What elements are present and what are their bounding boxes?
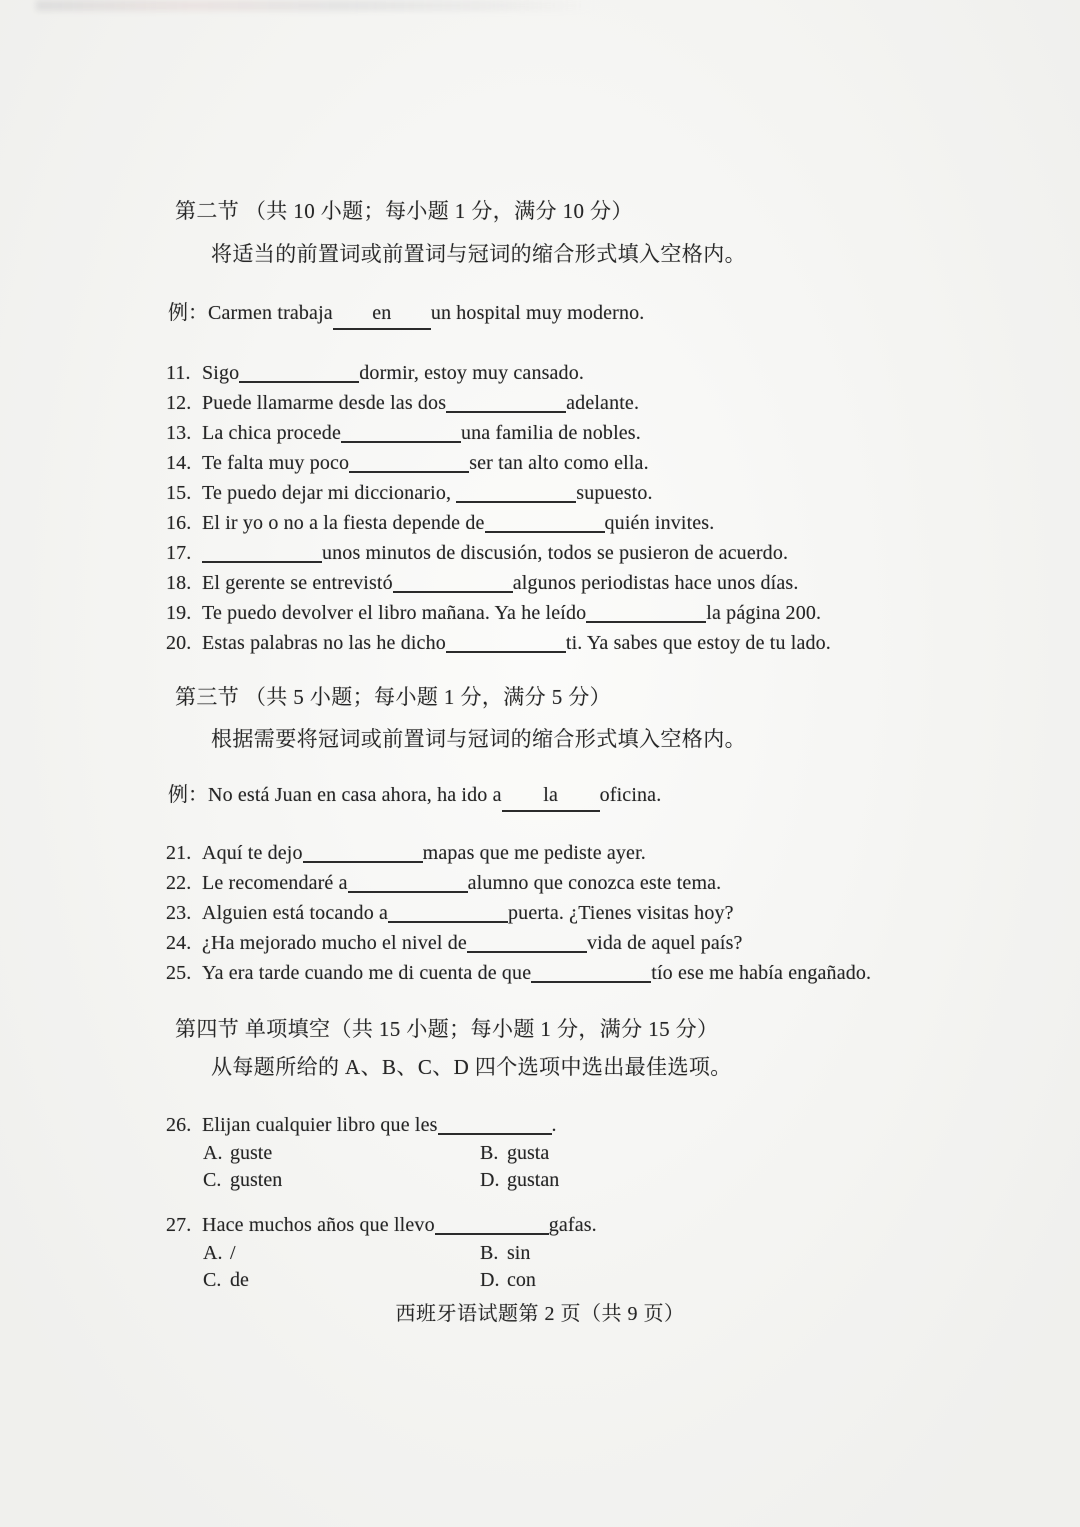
- blank-underline: [435, 1219, 549, 1235]
- blank-underline: [239, 367, 359, 383]
- option-label-b: B.: [480, 1142, 499, 1164]
- question-post-text: supuesto.: [576, 482, 653, 504]
- question-pre-text: Puede llamarme desde las dos: [202, 392, 447, 414]
- question-number: 19.: [166, 602, 192, 624]
- option-text-a: /: [230, 1242, 236, 1264]
- options-row: [166, 1267, 597, 1294]
- question-pre-text: El gerente se entrevistó: [202, 572, 393, 594]
- option-text-a: guste: [230, 1142, 273, 1164]
- question-line-11: [166, 358, 831, 388]
- section3-example: [168, 780, 661, 810]
- question-26: [166, 1110, 559, 1194]
- question-pre-text: Sigo: [202, 362, 240, 384]
- question-line-24: [166, 928, 871, 958]
- example-pre-text: No está Juan en casa ahora, ha ido a: [208, 784, 502, 806]
- question-line-22: [166, 868, 871, 898]
- example-answer: en: [372, 302, 392, 324]
- section3-heading: 第三节 （共 5 小题；每小题 1 分，满分 5 分）: [175, 685, 612, 709]
- question-pre-text: La chica procede: [202, 422, 341, 444]
- question-number: 21.: [166, 842, 192, 864]
- question-line-23: [166, 898, 871, 928]
- blank-underline: [531, 967, 651, 983]
- question-post-text: puerta. ¿Tienes visitas hoy?: [508, 902, 734, 924]
- question-pre-text: Elijan cualquier libro que les: [202, 1114, 438, 1136]
- section3-instruction: 根据需要将冠词或前置词与冠词的缩合形式填入空格内。: [211, 727, 746, 751]
- blank-underline: [467, 937, 587, 953]
- section2-questions: [166, 358, 831, 658]
- question-line-26: [166, 1110, 559, 1140]
- question-post-text: una familia de nobles.: [460, 422, 641, 444]
- question-post-text: ser tan alto como ella.: [469, 452, 649, 474]
- question-post-text: quién invites.: [604, 512, 715, 534]
- option-label-c: C.: [203, 1269, 222, 1291]
- page-footer: 西班牙语试题第 2 页（共 9 页）: [395, 1303, 685, 1325]
- blank-underline: [202, 547, 322, 563]
- option-label-a: A.: [203, 1242, 223, 1264]
- option-text-c: de: [230, 1269, 249, 1291]
- question-number: 14.: [166, 452, 192, 474]
- question-number: 16.: [166, 512, 192, 534]
- blank-underline: [446, 637, 566, 653]
- section2-example: [168, 298, 644, 328]
- blank-underline: [303, 847, 423, 863]
- blank-underline: [456, 487, 576, 503]
- question-post-text: alumno que conozca este tema.: [467, 872, 722, 894]
- question-number: 12.: [166, 392, 192, 414]
- options-row: [166, 1240, 597, 1267]
- question-post-text: adelante.: [566, 392, 640, 414]
- options-row: [166, 1167, 559, 1194]
- example-blank: [502, 780, 600, 812]
- option-text-b: sin: [507, 1242, 531, 1264]
- question-line-25: [166, 958, 871, 988]
- question-line-17: [166, 538, 831, 568]
- options-row: [166, 1140, 559, 1167]
- question-pre-text: Te puedo devolver el libro mañana. Ya he leído: [202, 602, 587, 624]
- question-line-13: [166, 418, 831, 448]
- section3-questions: [166, 838, 871, 988]
- question-line-21: [166, 838, 871, 868]
- example-pre-text: Carmen trabaja: [208, 302, 333, 324]
- section4-instruction: 从每题所给的 A、B、C、D 四个选项中选出最佳选项。: [211, 1055, 732, 1079]
- blank-underline: [388, 907, 508, 923]
- question-pre-text: Hace muchos años que llevo: [202, 1214, 435, 1236]
- blank-underline: [586, 607, 706, 623]
- question-number: 18.: [166, 572, 192, 594]
- question-line-20: [166, 628, 831, 658]
- question-number: 17.: [166, 542, 192, 564]
- question-number: 22.: [166, 872, 192, 894]
- question-line-15: [166, 478, 831, 508]
- blank-underline: [446, 397, 566, 413]
- question-post-text: vida de aquel país?: [586, 932, 743, 954]
- example-post-text: oficina.: [599, 784, 662, 806]
- question-pre-text: Le recomendaré a: [202, 872, 348, 894]
- question-post-text: dormir, estoy muy cansado.: [359, 362, 585, 384]
- question-line-18: [166, 568, 831, 598]
- question-pre-text: Estas palabras no las he dicho: [202, 632, 446, 654]
- example-answer: la: [543, 784, 558, 806]
- question-number: 25.: [166, 962, 192, 984]
- option-text-b: gusta: [507, 1142, 550, 1164]
- example-post-text: un hospital muy moderno.: [430, 302, 645, 324]
- question-number: 11.: [166, 362, 191, 384]
- question-pre-text: Aquí te dejo: [202, 842, 303, 864]
- example-label: 例：: [168, 302, 208, 324]
- question-post-text: algunos periodistas hace unos días.: [512, 572, 799, 594]
- question-number: 13.: [166, 422, 192, 444]
- question-number: 27.: [166, 1214, 192, 1236]
- question-number: 20.: [166, 632, 192, 654]
- section4-heading: 第四节 单项填空（共 15 小题；每小题 1 分，满分 15 分）: [175, 1017, 719, 1041]
- question-line-14: [166, 448, 831, 478]
- question-number: 23.: [166, 902, 192, 924]
- option-text-d: con: [507, 1269, 536, 1291]
- blank-underline: [341, 427, 461, 443]
- question-pre-text: ¿Ha mejorado mucho el nivel de: [202, 932, 467, 954]
- question-post-text: la página 200.: [706, 602, 822, 624]
- blank-underline: [438, 1119, 552, 1135]
- question-pre-text: El ir yo o no a la fiesta depende de: [202, 512, 485, 534]
- question-pre-text: Te falta muy poco: [202, 452, 350, 474]
- option-text-d: gustan: [507, 1169, 560, 1191]
- question-line-12: [166, 388, 831, 418]
- question-post-text: .: [551, 1114, 557, 1136]
- blank-underline: [349, 457, 469, 473]
- option-label-c: C.: [203, 1169, 222, 1191]
- question-27: [166, 1210, 597, 1294]
- question-number: 26.: [166, 1114, 192, 1136]
- question-line-16: [166, 508, 831, 538]
- option-label-d: D.: [480, 1269, 500, 1291]
- question-post-text: unos minutos de discusión, todos se pusieron de acuerdo.: [322, 542, 789, 564]
- question-number: 15.: [166, 482, 192, 504]
- question-pre-text: Alguien está tocando a: [202, 902, 389, 924]
- scan-artifact: [36, 0, 596, 11]
- option-text-c: gusten: [230, 1169, 283, 1191]
- example-blank: [333, 298, 431, 330]
- question-pre-text: Te puedo dejar mi diccionario,: [202, 482, 457, 504]
- question-line-27: [166, 1210, 597, 1240]
- option-label-b: B.: [480, 1242, 499, 1264]
- question-line-19: [166, 598, 831, 628]
- section2-instruction: 将适当的前置词或前置词与冠词的缩合形式填入空格内。: [211, 242, 746, 266]
- question-number: 24.: [166, 932, 192, 954]
- example-label: 例：: [168, 784, 208, 806]
- section2-heading: 第二节 （共 10 小题；每小题 1 分，满分 10 分）: [175, 199, 633, 223]
- question-post-text: tío ese me había engañado.: [651, 962, 872, 984]
- blank-underline: [485, 517, 605, 533]
- question-post-text: ti. Ya sabes que estoy de tu lado.: [565, 632, 831, 654]
- blank-underline: [348, 877, 468, 893]
- question-pre-text: Ya era tarde cuando me di cuenta de que: [202, 962, 532, 984]
- option-label-a: A.: [203, 1142, 223, 1164]
- option-label-d: D.: [480, 1169, 500, 1191]
- question-post-text: mapas que me pediste ayer.: [422, 842, 646, 864]
- question-post-text: gafas.: [548, 1214, 597, 1236]
- blank-underline: [393, 577, 513, 593]
